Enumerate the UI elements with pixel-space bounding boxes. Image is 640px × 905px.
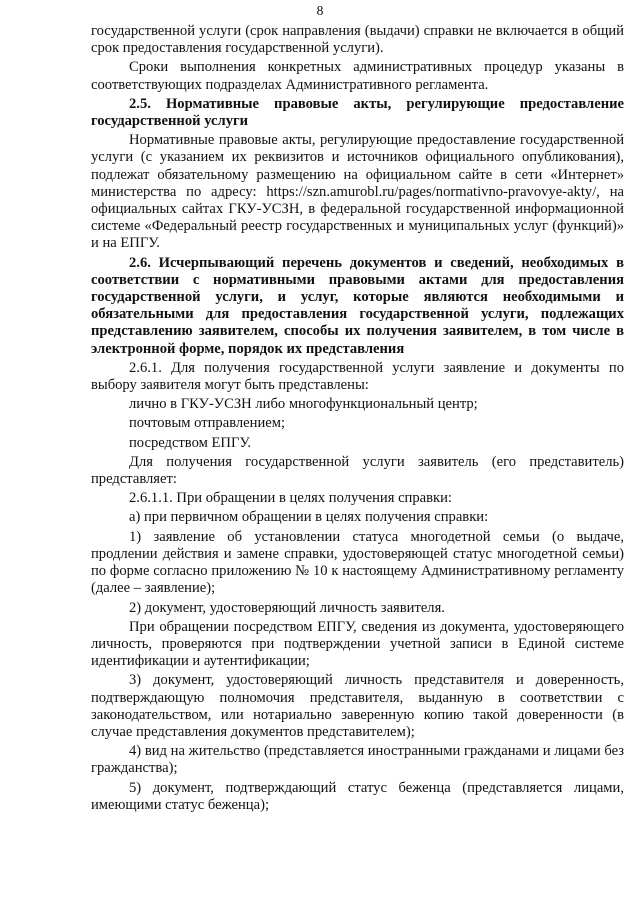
paragraph: государственной услуги (срок направления (выдачи) справки не включается в общий срок предоставления государственной услуги). — [91, 23, 624, 57]
paragraph: 4) вид на жительство (представляется иностранными гражданами и лицами без гражданства); — [91, 743, 624, 777]
paragraph: 2) документ, удостоверяющий личность заявителя. — [129, 599, 445, 616]
paragraph: 3) документ, удостоверяющий личность представителя и доверенность, подтверждающую полномочия представителя, выданную в соответствии с законодательством, или нотариально заверенную копию такой доверенности (в случае представления документов представителем); — [91, 672, 624, 740]
paragraph: При обращении посредством ЕПГУ, сведения из документа, удостоверяющего личность, проверяются при подтверждении учетной записи в Единой системе идентификации и аутентификации; — [91, 618, 624, 670]
paragraph: а) при первичном обращении в целях получения справки: — [129, 509, 489, 526]
paragraph: лично в ГКУ-УСЗН либо многофункциональный центр; — [129, 396, 478, 413]
paragraph: посредством ЕПГУ. — [129, 434, 251, 451]
paragraph: 5) документ, подтверждающий статус беженца (представляется лицами, имеющими статус беженца); — [91, 779, 624, 813]
paragraph: почтовым отправлением; — [129, 415, 286, 432]
page-number: 8 — [316, 3, 324, 18]
paragraph: 2.6.1.1. При обращении в целях получения справки: — [129, 490, 452, 507]
paragraph: Нормативные правовые акты, регулирующие предоставление государственной услуги (с указанием их реквизитов и источников официального опубликования), подлежат обязательному размещению на официальном сайте в сети «Интернет» министерства по адресу: https://szn.amurobl.ru/pages/normativno-pravovye-akty/, на официальных сайтах ГКУ-УСЗН, в федеральной государственной информационной системе «Федеральный реестр государственных и муниципальных услуг (функций)» и на ЕПГУ. — [91, 132, 624, 252]
paragraph: Для получения государственной услуги заявитель (его представитель) представляет: — [91, 453, 624, 488]
document-body — [91, 23, 624, 816]
section-heading: 2.5. Нормативные правовые акты, регулирующие предоставление государственной услуги — [91, 95, 624, 130]
paragraph: 2.6.1. Для получения государственной услуги заявление и документы по выбору заявителя могут быть представлены: — [91, 359, 624, 394]
paragraph: 1) заявление об установлении статуса многодетной семьи (о выдаче, продлении действия и замене справки, удостоверяющей статус многодетной семьи) по форме согласно приложению № 10 к настоящему Административному регламенту (далее – заявление); — [91, 528, 624, 597]
section-heading: 2.6. Исчерпывающий перечень документов и сведений, необходимых в соответствии с нормативными правовыми актами для предоставления государственной услуги, и услуг, которые являются необходимыми и обязательными для предоставления государственной услуги, подлежащих представлению заявителем, способы их получения заявителем, в том числе в электронной форме, порядок их представления — [91, 254, 624, 357]
paragraph: Сроки выполнения конкретных административных процедур указаны в соответствующих подразделах Административного регламента. — [91, 59, 624, 93]
